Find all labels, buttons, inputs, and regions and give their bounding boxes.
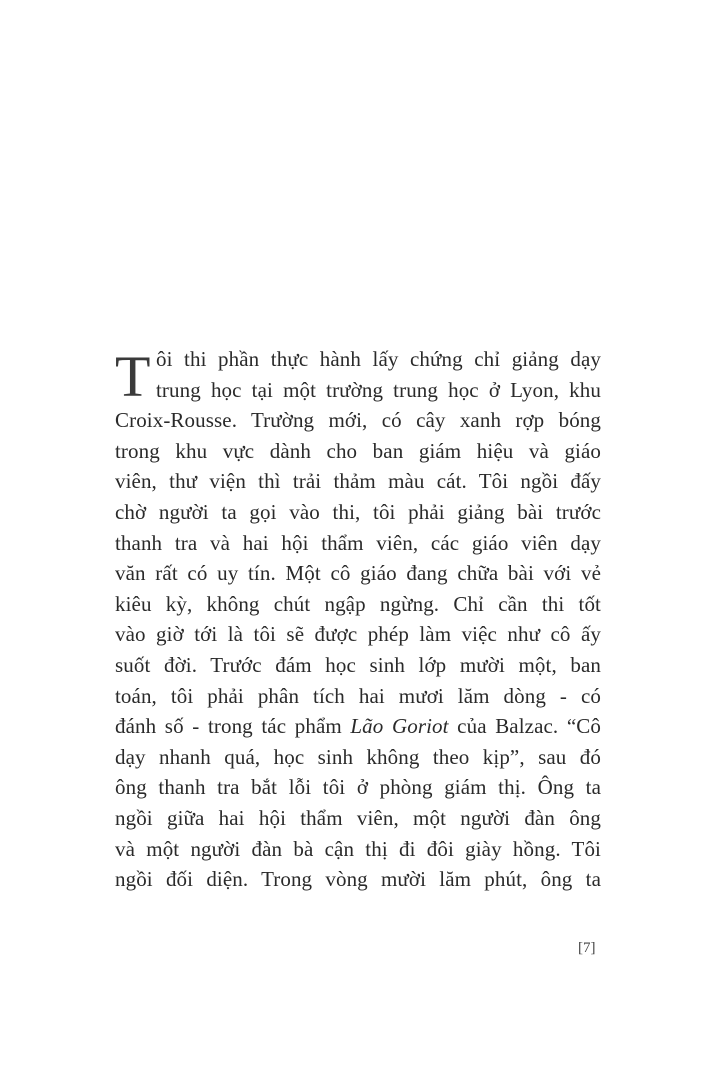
text-line: ông thanh tra bắt lỗi tôi ở phòng giám thị. Ông ta <box>115 775 601 800</box>
text-line: dạy nhanh quá, học sinh không theo kịp”, sau đó <box>115 744 601 769</box>
text-line: Croix-Rousse. Trường mới, có cây xanh rợp bóng <box>115 408 601 433</box>
text-segment: của Balzac. “Cô <box>448 714 601 739</box>
text-line: chờ người ta gọi vào thi, tôi phải giảng bài trước <box>115 499 601 524</box>
book-title: Lão Goriot <box>350 714 449 739</box>
text-line: trong khu vực dành cho ban giám hiệu và giáo <box>115 438 601 463</box>
text-line: ngồi giữa hai hội thẩm viên, một người đàn ông <box>115 805 601 830</box>
text-line: và một người đàn bà cận thị đi đôi giày hồng. Tôi <box>115 836 601 861</box>
text-line: viên, thư viện thì trải thảm màu cát. Tôi ngồi đấy <box>115 469 601 494</box>
page-number: [7] <box>578 940 596 956</box>
body-text <box>115 344 601 895</box>
text-segment: đánh số - trong tác phẩm <box>115 714 351 739</box>
text-line: văn rất có uy tín. Một cô giáo đang chữa bài với vẻ <box>115 561 601 586</box>
text-line: kiêu kỳ, không chút ngập ngừng. Chỉ cần thi tốt <box>115 591 601 616</box>
text-line: vào giờ tới là tôi sẽ được phép làm việc như cô ấy <box>115 622 601 647</box>
text-line-with-title <box>115 711 601 742</box>
text-line: ôi thi phần thực hành lấy chứng chỉ giảng dạy <box>156 347 601 371</box>
text-line: trung học tại một trường trung học ở Lyon, khu <box>156 377 601 402</box>
drop-cap: T <box>115 344 151 409</box>
text-line: suốt đời. Trước đám học sinh lớp mười một, ban <box>115 652 601 677</box>
text-line: thanh tra và hai hội thẩm viên, các giáo viên dạy <box>115 530 601 555</box>
text-line: ngồi đối diện. Trong vòng mười lăm phút, ông ta <box>115 867 601 892</box>
text-line: toán, tôi phải phân tích hai mươi lăm dòng - có <box>115 683 601 708</box>
